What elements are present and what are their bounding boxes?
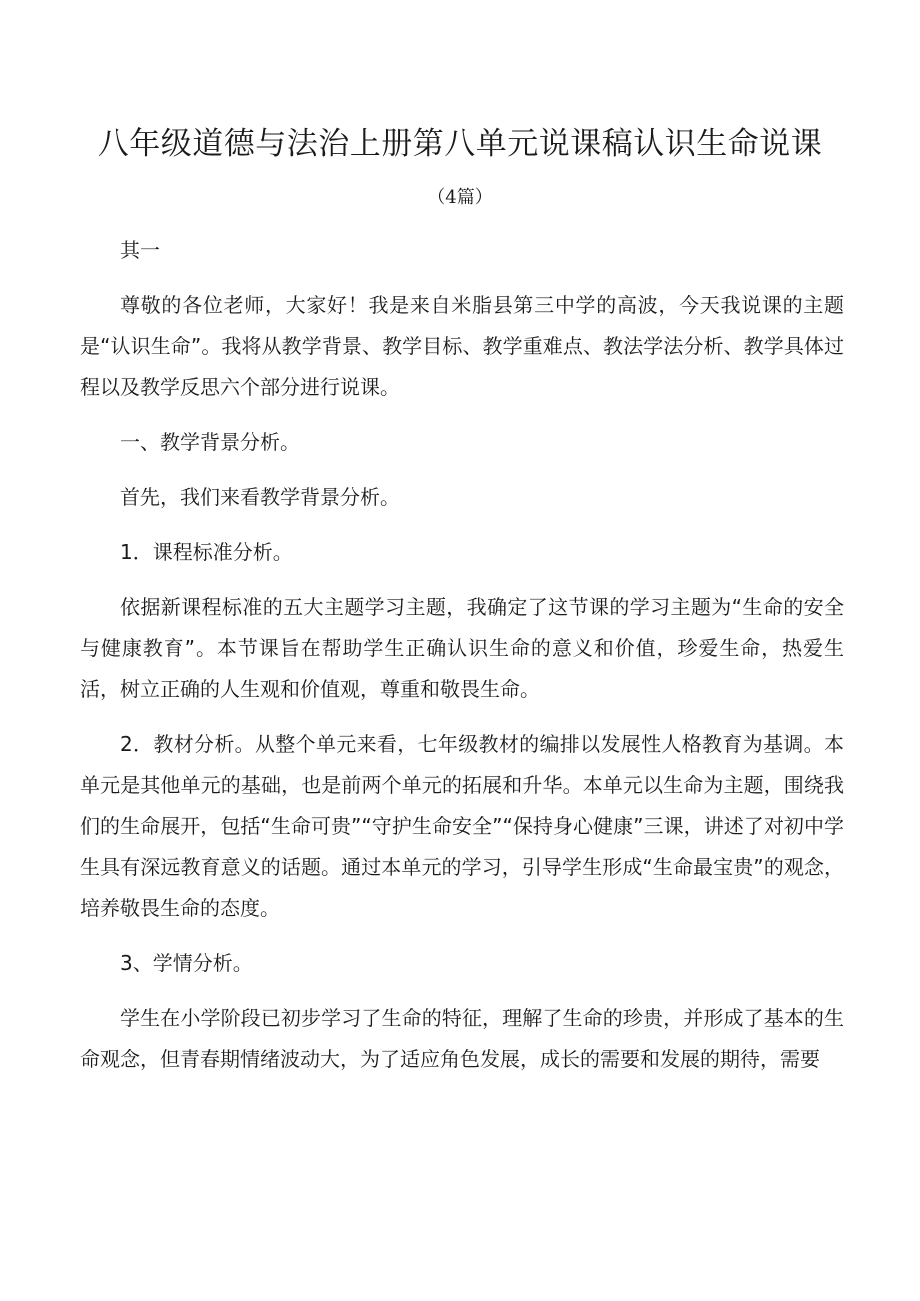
document-subtitle: （4篇） <box>427 187 493 208</box>
paragraph-learner-analysis: 学生在小学阶段已初步学习了生命的特征，理解了生命的珍贵，并形成了基本的生命观念，但青春期情绪波动大，为了适应角色发展，成长的需要和发展的期待，需要 <box>80 1006 844 1071</box>
paragraph-curriculum-heading: 1．课程标准分析。 <box>120 540 293 564</box>
paragraph-curriculum-analysis: 依据新课程标准的五大主题学习主题，我确定了这节课的学习主题为“生命的安全与健康教育”。本节课旨在帮助学生正确认识生命的意义和价值，珍爱生命，热爱生活，树立正确的人生观和价值观，尊重和敬畏生命。 <box>80 595 844 701</box>
document-body <box>80 230 844 1080</box>
paragraph-section-heading-background: 一、教学背景分析。 <box>120 430 300 454</box>
paragraph-intro-background: 首先，我们来看教学背景分析。 <box>120 485 400 509</box>
paragraph-textbook-analysis: 2．教材分析。从整个单元来看，七年级教材的编排以发展性人格教育为基调。本单元是其他单元的基础，也是前两个单元的拓展和升华。本单元以生命为主题，围绕我们的生命展开，包括“生命可贵”“守护生命安全”“保持身心健康”三课，讲述了对初中学生具有深远教育意义的话题。通过本单元的学习，引导学生形成“生命最宝贵”的观念，培养敬畏生命的态度。 <box>80 732 844 920</box>
paragraph-greeting: 尊敬的各位老师，大家好！我是来自米脂县第三中学的高波，今天我说课的主题是“认识生命”。我将从教学背景、教学目标、教学重难点、教法学法分析、教学具体过程以及教学反思六个部分进行说课。 <box>80 293 844 399</box>
paragraph-learner-heading: 3、学情分析。 <box>120 951 253 975</box>
paragraph-part-one-heading: 其一 <box>120 238 160 262</box>
document-title: 八年级道德与法治上册第八单元说课稿认识生命说课 <box>97 126 823 162</box>
